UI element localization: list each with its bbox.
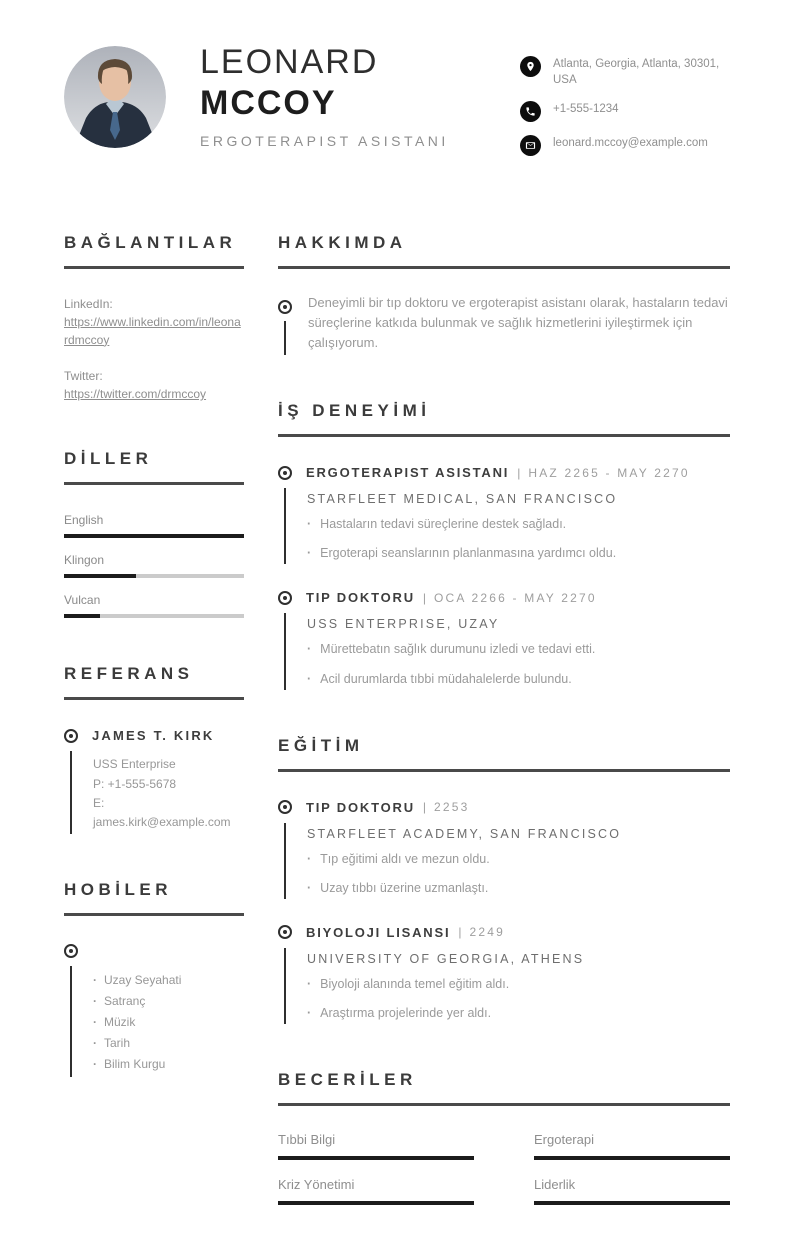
skill-bar-fill: [278, 1201, 474, 1205]
hobby-item: · Satranç: [93, 991, 244, 1012]
language-row: [64, 593, 244, 618]
experience-bullet: · Acil durumlarda tıbbi müdahalelerde bulundu.: [307, 670, 730, 688]
experience-role: ERGOTERAPIST ASISTANI: [306, 465, 510, 481]
section-education: [278, 736, 730, 1025]
hobby-item: · Bilim Kurgu: [93, 1054, 244, 1075]
timeline-dot-icon: [278, 925, 292, 939]
timeline-dot-icon: [278, 466, 292, 480]
experience-title: İŞ DENEYİMİ: [278, 401, 730, 437]
skill-name: Kriz Yönetimi: [278, 1177, 355, 1193]
skill-name: Tıbbi Bilgi: [278, 1132, 336, 1148]
about-entry: [278, 293, 730, 355]
language-row: [64, 513, 244, 538]
language-bar: [64, 574, 244, 578]
avatar: [64, 46, 166, 148]
education-bullet: · Uzay tıbbı üzerine uzmanlaştı.: [307, 879, 730, 897]
language-name: English: [64, 513, 104, 528]
left-column: [64, 233, 244, 1251]
timeline-line: [284, 321, 286, 355]
linkedin-link[interactable]: https://www.linkedin.com/in/leonardmccoy: [64, 315, 241, 347]
experience-role: TIP DOKTORU: [306, 590, 415, 606]
hobby-item: · Tarih: [93, 1033, 244, 1054]
education-entry: [278, 800, 730, 899]
header: [64, 40, 730, 169]
experience-bullet: · Mürettebatın sağlık durumunu izledi ve tedavi etti.: [307, 640, 730, 658]
education-degree: BIYOLOJI LISANSI: [306, 924, 451, 940]
education-school: STARFLEET ACADEMY, SAN FRANCISCO: [307, 826, 622, 841]
reference-entry: [64, 728, 244, 834]
skill-bar-fill: [534, 1156, 730, 1160]
link-item-twitter: [64, 369, 244, 403]
about-title: HAKKIMDA: [278, 233, 730, 269]
contact-block: [520, 40, 730, 169]
language-bar-fill: [64, 534, 244, 538]
separator: |: [517, 465, 521, 480]
hobbies-entry: [64, 944, 244, 1077]
skill-bar: [278, 1156, 474, 1160]
education-bullet: · Araştırma projelerinde yer aldı.: [307, 1004, 730, 1022]
about-text: Deneyimli bir tıp doktoru ve ergoterapist asistanı olarak, hastaların tedavi süreçlerine katkıda bulunmak ve sağlık hizmetlerini iyileştirmek için çalışıyorum.: [308, 295, 728, 351]
section-references: [64, 664, 244, 834]
experience-dates: HAZ 2265 - MAY 2270: [528, 465, 690, 480]
skill-bar-fill: [278, 1156, 474, 1160]
experience-entry: [278, 465, 730, 564]
hobby-item: · Uzay Seyahati: [93, 970, 244, 991]
timeline-dot-icon: [278, 800, 292, 814]
contact-location: [520, 56, 730, 88]
language-bar: [64, 614, 244, 618]
skill-item: [534, 1177, 730, 1205]
language-bar: [64, 534, 244, 538]
reference-email: E: james.kirk@example.com: [93, 795, 231, 829]
skill-name: Ergoterapi: [534, 1132, 594, 1148]
contact-phone: [520, 101, 730, 122]
link-label: Twitter:: [64, 368, 103, 383]
email-text: leonard.mccoy@example.com: [553, 137, 708, 150]
language-name: Klingon: [64, 553, 105, 568]
twitter-link[interactable]: https://twitter.com/drmccoy: [64, 386, 207, 401]
skill-bar-fill: [534, 1201, 730, 1205]
experience-bullet: · Hastaların tedavi süreçlerine destek sağladı.: [307, 515, 730, 533]
education-bullet: · Tıp eğitimi aldı ve mezun oldu.: [307, 850, 730, 868]
first-name: LEONARD: [200, 43, 379, 81]
skill-item: [278, 1132, 474, 1160]
timeline-dot-icon: [278, 591, 292, 605]
separator: |: [422, 590, 427, 605]
link-label: LinkedIn:: [64, 297, 113, 312]
name-block: [200, 40, 500, 149]
job-title: ERGOTERAPIST ASISTANI: [200, 132, 449, 149]
reference-phone: P: +1-555-5678: [93, 776, 177, 791]
skill-item: [278, 1177, 474, 1205]
references-title: REFERANS: [64, 664, 244, 700]
last-name: MCCOY: [200, 83, 337, 122]
links-title: BAĞLANTILAR: [64, 233, 244, 269]
timeline-dot-icon: [278, 300, 292, 314]
location-text: Atlanta, Georgia, Atlanta, 30301, USA: [553, 58, 720, 87]
hobbies-title: HOBİLER: [64, 880, 244, 916]
languages-title: DİLLER: [64, 449, 244, 485]
experience-bullet: · Ergoterapi seanslarının planlanmasına yardımcı oldu.: [307, 544, 730, 562]
section-experience: [278, 401, 730, 690]
hobby-item: · Müzik: [93, 1012, 244, 1033]
separator: |: [422, 800, 427, 815]
section-hobbies: [64, 880, 244, 1077]
education-bullet: · Biyoloji alanında temel eğitim aldı.: [307, 975, 730, 993]
location-pin-icon: [520, 56, 541, 77]
profile-photo: [64, 46, 166, 148]
timeline-dot-icon: [64, 944, 78, 958]
education-dates: 2249: [469, 925, 505, 940]
skill-bar: [534, 1156, 730, 1160]
skills-title: BECERİLER: [278, 1070, 730, 1106]
skill-item: [534, 1132, 730, 1160]
phone-icon: [520, 101, 541, 122]
timeline-dot-icon: [64, 729, 78, 743]
email-icon: [520, 135, 541, 156]
separator: |: [458, 925, 462, 940]
reference-name: JAMES T. KIRK: [92, 728, 215, 744]
section-skills: [278, 1070, 730, 1205]
right-column: [278, 233, 730, 1251]
skill-bar: [534, 1201, 730, 1205]
link-item-linkedin: [64, 297, 244, 349]
contact-email: [520, 135, 730, 156]
experience-entry: [278, 590, 730, 689]
section-links: [64, 233, 244, 403]
language-bar-fill: [64, 574, 136, 578]
skill-name: Liderlik: [534, 1177, 576, 1193]
education-entry: [278, 925, 730, 1024]
section-languages: [64, 449, 244, 618]
experience-company: USS ENTERPRISE, UZAY: [307, 617, 500, 632]
phone-text: +1-555-1234: [553, 103, 619, 116]
language-bar-fill: [64, 614, 100, 618]
skill-bar: [278, 1201, 474, 1205]
education-degree: TIP DOKTORU: [306, 799, 415, 815]
experience-dates: OCA 2266 - MAY 2270: [434, 590, 597, 605]
language-row: [64, 553, 244, 578]
experience-company: STARFLEET MEDICAL, SAN FRANCISCO: [307, 492, 618, 507]
reference-org: USS Enterprise: [93, 757, 176, 772]
education-title: EĞİTİM: [278, 736, 730, 772]
language-name: Vulcan: [64, 593, 101, 608]
section-about: [278, 233, 730, 355]
main-content: [64, 233, 730, 1251]
education-dates: 2253: [434, 800, 470, 815]
education-school: UNIVERSITY OF GEORGIA, ATHENS: [307, 951, 585, 966]
